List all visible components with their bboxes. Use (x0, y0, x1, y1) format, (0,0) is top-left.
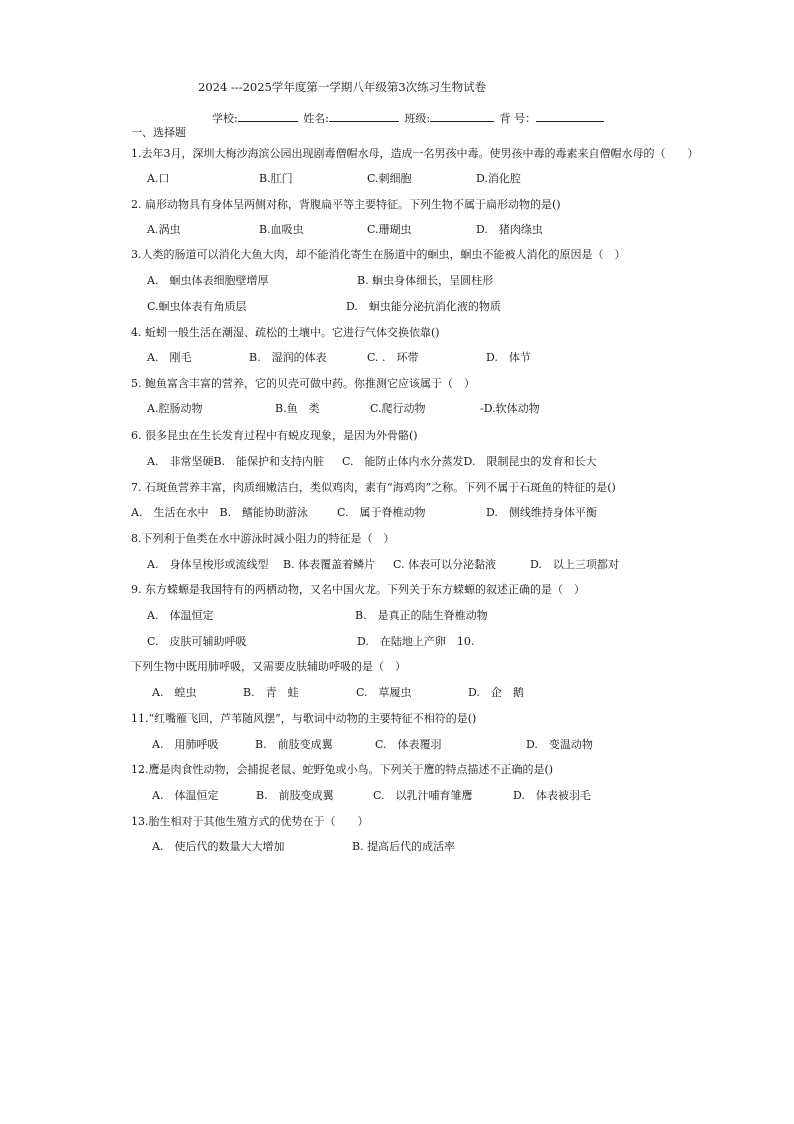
question-2-stem: 2. 扁形动物具有身体呈两侧对称，背腹扁平等主要特征。下列生物不属于扁形动物的是() (131, 198, 561, 211)
question-3-option-d[interactable]: D. 蛔虫能分泌抗消化液的物质 (346, 300, 501, 313)
number-blank[interactable] (536, 110, 604, 122)
question-3-option-b[interactable]: B. 蛔虫身体细长，呈圆柱形 (357, 274, 494, 287)
question-11-option-c[interactable]: C. 体表覆羽 (375, 738, 442, 751)
question-6-option-cd[interactable]: C. 能防止体内水分蒸发D. 限制昆虫的发育和长大 (342, 455, 597, 468)
question-3-option-a[interactable]: A. 蛔虫体表细胞壁增厚 (147, 274, 269, 287)
question-4-option-d[interactable]: D. 体节 (486, 351, 531, 364)
question-8-stem: 8.下列利于鱼类在水中游泳时减小阻力的特征是（ ） (131, 532, 395, 545)
question-4-stem: 4. 蚯蚓一般生活在潮湿、疏松的土壤中。它进行气体交换依靠() (131, 326, 440, 339)
question-10-option-a[interactable]: A. 蝗虫 (152, 686, 197, 699)
name-blank[interactable] (329, 110, 399, 122)
question-13-option-a[interactable]: A. 使后代的数量大大增加 (152, 840, 285, 853)
class-label: 班级: (404, 112, 431, 125)
question-11-stem: 11.“红嘴雁飞回，芦苇随风摆”，与歌词中动物的主要特征不相符的是() (131, 712, 477, 725)
exam-title: 2024 ---2025学年度第一学期八年级第3次练习生物试卷 (198, 80, 487, 94)
question-13-stem: 13.胎生相对于其他生殖方式的优势在于（ ） (131, 815, 369, 828)
question-12-option-a[interactable]: A. 体温恒定 (152, 789, 219, 802)
question-12-stem: 12.鹰是肉食性动物，会捕捉老鼠、蛇野兔或小鸟。下列关于鹰的特点描述不正确的是() (131, 763, 554, 776)
question-8-option-d[interactable]: D. 以上三项都对 (530, 558, 619, 571)
question-11-option-b[interactable]: B. 前肢变成翼 (255, 738, 333, 751)
question-1-option-d[interactable]: D.消化腔 (476, 172, 521, 185)
question-12-option-b[interactable]: B. 前肢变成翼 (256, 789, 334, 802)
question-2-option-a[interactable]: A.涡虫 (147, 223, 181, 236)
question-9-option-c[interactable]: C. 皮肤可辅助呼吸 (147, 635, 247, 648)
question-8-option-b[interactable]: B. 体表覆盖着鳞片 (283, 558, 376, 571)
question-9-stem: 9. 东方蝾螈是我国特有的两栖动物，又名中国火龙。下列关于东方蝾螈的叙述正确的是（ ） (131, 583, 585, 596)
question-10-stem: 下列生物中既用肺呼吸，又需要皮肤辅助呼吸的是（ ） (131, 660, 406, 673)
question-7-stem: 7. 石斑鱼营养丰富，肉质细嫩洁白，类似鸡肉，素有“海鸡肉”之称。下列不属于石斑鱼的特征的是() (131, 481, 616, 494)
number-label: 背 号： (499, 112, 537, 125)
question-11-option-a[interactable]: A. 用肺呼吸 (152, 738, 219, 751)
school-label: 学校: (212, 112, 238, 125)
question-1-option-c[interactable]: C.刺细胞 (367, 172, 412, 185)
question-9-option-d[interactable]: D. 在陆地上产卵 10. (357, 635, 475, 648)
question-7-option-d[interactable]: D. 侧线维持身体平衡 (486, 506, 597, 519)
question-11-option-d[interactable]: D. 变温动物 (526, 738, 593, 751)
student-info-row (212, 110, 604, 126)
question-5-option-a[interactable]: A.腔肠动物 (147, 402, 203, 415)
question-5-stem: 5. 鲍鱼富含丰富的营养，它的贝壳可做中药。你推测它应该属于（ ） (131, 377, 475, 390)
question-4-option-c[interactable]: C. . 环带 (367, 351, 419, 364)
question-4-option-a[interactable]: A. 刚毛 (147, 351, 192, 364)
question-5-option-d[interactable]: -D.软体动物 (480, 402, 540, 415)
question-8-option-a[interactable]: A. 身体呈梭形或流线型 (147, 558, 269, 571)
question-13-option-b[interactable]: B. 提高后代的成活率 (352, 840, 456, 853)
question-1-option-b[interactable]: B.肛门 (259, 172, 293, 185)
question-3-stem: 3.人类的肠道可以消化大鱼大肉，却不能消化寄生在肠道中的蛔虫，蛔虫不能被人消化的原因是（ ） (131, 248, 626, 261)
question-9-option-a[interactable]: A. 体温恒定 (147, 609, 214, 622)
question-4-option-b[interactable]: B. 湿润的体表 (249, 351, 327, 364)
question-7-option-ab[interactable]: A. 生活在水中 B. 鳍能协助游泳 (131, 506, 309, 519)
question-10-option-b[interactable]: B. 青 蛙 (243, 686, 299, 699)
question-2-option-d[interactable]: D. 猪肉绦虫 (476, 223, 543, 236)
question-6-option-ab[interactable]: A. 非常坚硬B. 能保护和支持内脏 (147, 455, 325, 468)
question-10-option-d[interactable]: D. 企 鹅 (468, 686, 524, 699)
question-9-option-b[interactable]: B. 是真正的陆生脊椎动物 (355, 609, 488, 622)
question-5-option-c[interactable]: C.爬行动物 (370, 402, 426, 415)
section-heading: 一、选择题 (131, 126, 186, 139)
question-1-stem: 1.去年3月，深圳大梅沙海滨公园出现剧毒僧帽水母，造成一名男孩中毒。使男孩中毒的毒素来自僧帽水母的（ ） (131, 147, 699, 160)
question-8-option-c[interactable]: C. 体表可以分泌黏液 (393, 558, 497, 571)
question-2-option-c[interactable]: C.珊瑚虫 (367, 223, 412, 236)
name-label: 姓名: (303, 112, 329, 125)
question-2-option-b[interactable]: B.血吸虫 (259, 223, 304, 236)
class-blank[interactable] (430, 110, 494, 122)
question-5-option-b[interactable]: B.鱼 类 (275, 402, 320, 415)
question-12-option-c[interactable]: C. 以乳汁哺育雏鹰 (373, 789, 473, 802)
question-1-option-a[interactable]: A.口 (147, 172, 170, 185)
question-12-option-d[interactable]: D. 体表被羽毛 (513, 789, 591, 802)
question-3-option-c[interactable]: C.蛔虫体表有角质层 (147, 300, 247, 313)
question-6-stem: 6. 很多昆虫在生长发育过程中有蜕皮现象，是因为外骨骼() (131, 429, 418, 442)
school-blank[interactable] (238, 110, 298, 122)
question-7-option-c[interactable]: C. 属于脊椎动物 (337, 506, 426, 519)
question-10-option-c[interactable]: C. 草履虫 (356, 686, 412, 699)
